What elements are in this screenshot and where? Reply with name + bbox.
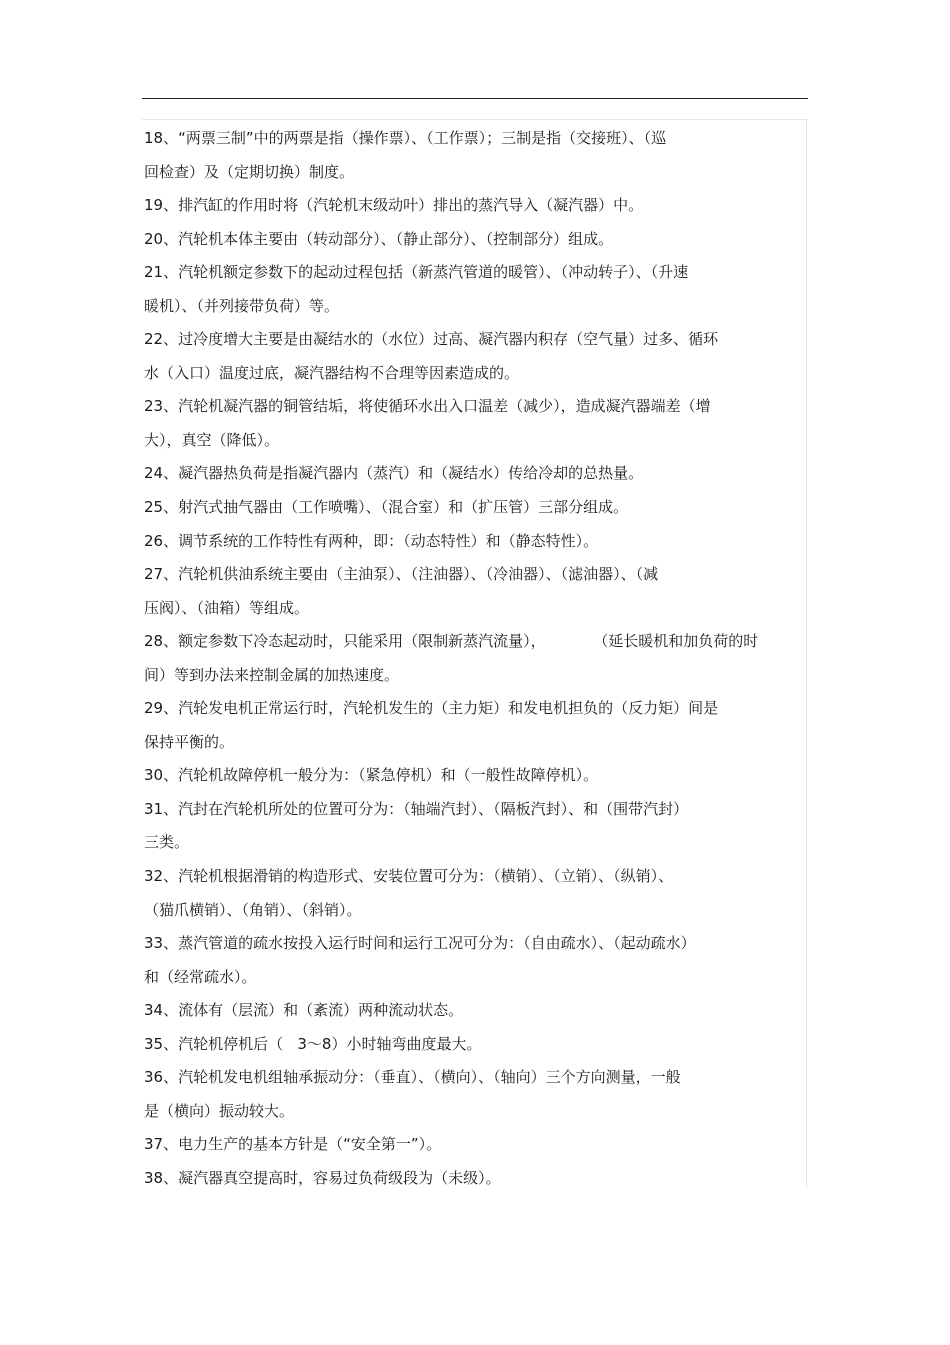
text-line: 26、调节系统的工作特性有两种，即：（动态特性）和（静态特性）。 xyxy=(144,531,599,550)
document-body xyxy=(144,126,804,1200)
text-line: 38、凝汽器真空提高时，容易过负荷级段为（未级）。 xyxy=(144,1168,501,1187)
text-line: 是（横向）振动较大。 xyxy=(144,1101,295,1120)
text-line: 28、额定参数下冷态起动时，只能采用（限制新蒸汽流量）， （延长暖机和加负荷的时 xyxy=(144,632,759,651)
text-line: 22、过冷度增大主要是由凝结水的（水位）过高、凝汽器内积存（空气量）过多、循环 xyxy=(144,330,719,349)
text-line: 25、射汽式抽气器由（工作喷嘴）、（混合室）和（扩压管）三部分组成。 xyxy=(144,498,629,517)
text-line: 24、凝汽器热负荷是指凝汽器内（蒸汽）和（凝结水）传给冷却的总热量。 xyxy=(144,464,644,483)
text-line: 30、汽轮机故障停机一般分为：（紧急停机）和（一般性故障停机）。 xyxy=(144,766,599,785)
text-line: 水（入口）温度过底，凝汽器结构不合理等因素造成的。 xyxy=(144,363,520,382)
text-line: 回检查）及（定期切换）制度。 xyxy=(144,162,355,181)
text-line: 29、汽轮发电机正常运行时，汽轮机发生的（主力矩）和发电机担负的（反力矩）间是 xyxy=(144,699,719,718)
text-line: 31、汽封在汽轮机所处的位置可分为：（轴端汽封）、（隔板汽封）、和（围带汽封） xyxy=(144,799,689,818)
text-line: 35、汽轮机停机后（ 3～8）小时轴弯曲度最大。 xyxy=(144,1034,482,1053)
text-line: 大），真空（降低）。 xyxy=(144,430,280,449)
text-line: 36、汽轮机发电机组轴承振动分：（垂直）、（横向）、（轴向）三个方向测量，一般 xyxy=(144,1068,681,1087)
text-line: 间）等到办法来控制金属的加热速度。 xyxy=(144,665,400,684)
text-line: 23、汽轮机凝汽器的铜管结垢，将使循环水出入口温差（减少），造成凝汽器端差（增 xyxy=(144,397,711,416)
text-line: 20、汽轮机本体主要由（转动部分）、（静止部分）、（控制部分）组成。 xyxy=(144,229,614,248)
text-line: （猫爪横销）、（角销）、（斜销）。 xyxy=(144,900,362,919)
text-line: 19、排汽缸的作用时将（汽轮机末级动叶）排出的蒸汽导入（凝汽器）中。 xyxy=(144,196,644,215)
text-line: 34、流体有（层流）和（紊流）两种流动状态。 xyxy=(144,1001,464,1020)
text-line: 21、汽轮机额定参数下的起动过程包括（新蒸汽管道的暖管）、（冲动转子）、（升速 xyxy=(144,263,689,282)
text-line: 37、电力生产的基本方针是（“安全第一”）。 xyxy=(144,1135,442,1154)
text-line: 27、汽轮机供油系统主要由（主油泵）、（注油器）、（冷油器）、（滤油器）、（减 xyxy=(144,565,659,584)
text-line: 32、汽轮机根据滑销的构造形式、安装位置可分为：（横销）、（立销）、（纵销）、 xyxy=(144,867,674,886)
text-line: 三类。 xyxy=(144,833,190,852)
text-line: 压阀）、（油箱）等组成。 xyxy=(144,598,310,617)
text-line: 保持平衡的。 xyxy=(144,732,235,751)
text-line: 33、蒸汽管道的疏水按投入运行时间和运行工况可分为：（自由疏水）、（起动疏水） xyxy=(144,934,696,953)
text-line: 暖机）、（并列接带负荷）等。 xyxy=(144,296,340,315)
text-line: 18、“两票三制”中的两票是指（操作票）、（工作票）；三制是指（交接班）、（巡 xyxy=(144,129,667,147)
text-line: 和（经常疏水）。 xyxy=(144,967,257,986)
header-rule xyxy=(142,98,808,99)
